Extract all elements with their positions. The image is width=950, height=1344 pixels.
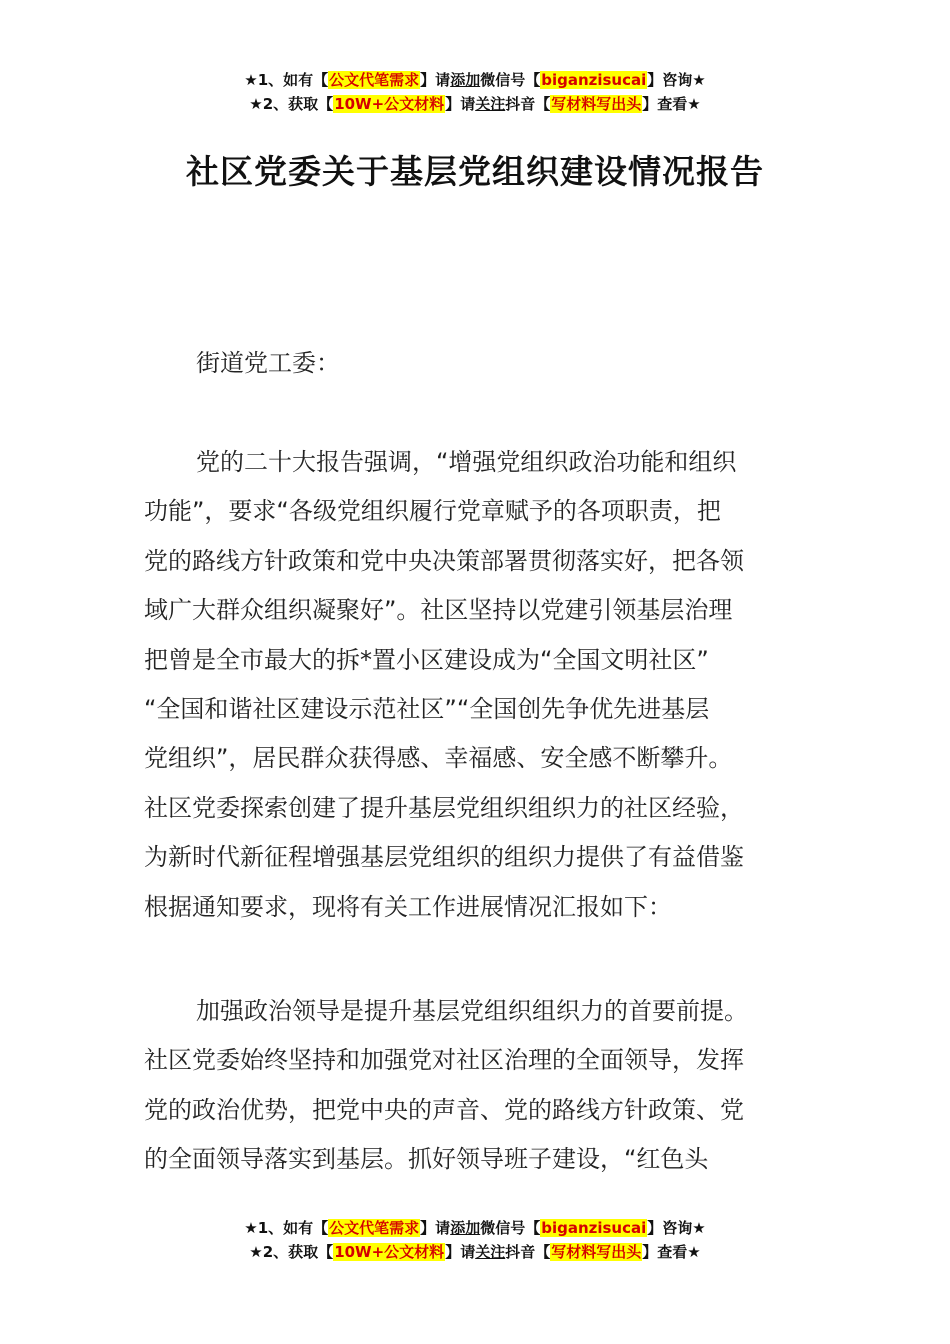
banner-line-1-prefix: ★1、如有【	[244, 71, 329, 89]
paragraph-line: 党的路线方针政策和党中央决策部署贯彻落实好，把各领	[144, 546, 744, 575]
banner-line-2-middle-a: 】请	[445, 1243, 476, 1261]
banner-line-1-middle-a: 】请	[420, 1219, 451, 1237]
banner-line-1-suffix: 】咨询★	[647, 1219, 706, 1237]
banner-line-2-highlight-materials: 10W+公文材料	[334, 1243, 445, 1261]
banner-line-2-underlined: 关注	[475, 95, 506, 113]
banner-line-1-highlight-wechat: biganzisucai	[541, 71, 647, 89]
paragraph-line: 加强政治领导是提升基层党组织组织力的首要前提。	[196, 997, 748, 1025]
paragraph-line: 党的政治优势，把党中央的声音、党的路线方针政策、党	[144, 1095, 744, 1124]
banner-line-1-prefix: ★1、如有【	[244, 1219, 329, 1237]
banner-line-2	[0, 92, 950, 116]
banner-line-1	[0, 68, 950, 92]
paragraph-line: 党组织”，居民群众获得感、幸福感、安全感不断攀升。	[144, 744, 733, 773]
banner-line-2-prefix: ★2、获取【	[249, 95, 334, 113]
banner-line-2-highlight-douyin: 写材料写出头	[551, 95, 642, 113]
banner-line-1-highlight-service: 公文代笔需求	[329, 1219, 420, 1237]
banner-line-1-middle-a: 】请	[420, 71, 451, 89]
top-banner	[0, 68, 950, 116]
paragraph-line: 为新时代新征程增强基层党组织的组织力提供了有益借鉴	[144, 843, 744, 872]
paragraph-1	[144, 438, 808, 932]
paragraph-line: “全国和谐社区建设示范社区”“全国创先争优先进基层	[144, 694, 710, 723]
banner-line-1-middle-b: 微信号【	[480, 1219, 541, 1237]
banner-line-2-middle-b: 抖音【	[505, 95, 551, 113]
banner-line-1-underlined: 添加	[450, 71, 481, 89]
paragraph-2	[144, 987, 808, 1185]
banner-line-1-highlight-wechat: biganzisucai	[541, 1219, 647, 1237]
paragraph-line: 功能”，要求“各级党组织履行党章赋予的各项职责，把	[144, 497, 721, 526]
banner-line-2-underlined: 关注	[475, 1243, 506, 1261]
banner-line-2-prefix: ★2、获取【	[249, 1243, 334, 1261]
banner-line-1-suffix: 】咨询★	[647, 71, 706, 89]
paragraph-line: 的全面领导落实到基层。抓好领导班子建设，“红色头	[144, 1145, 709, 1174]
banner-line-2-highlight-douyin: 写材料写出头	[551, 1243, 642, 1261]
paragraph-line: 社区党委探索创建了提升基层党组织组织力的社区经验，	[144, 793, 744, 822]
document-title: 社区党委关于基层党组织建设情况报告	[186, 152, 764, 191]
banner-line-1-middle-b: 微信号【	[480, 71, 541, 89]
paragraph-line: 党的二十大报告强调，“增强党组织政治功能和组织	[196, 448, 737, 476]
banner-line-1-underlined: 添加	[450, 1219, 481, 1237]
paragraph-line: 域广大群众组织凝聚好”。社区坚持以党建引领基层治理	[144, 596, 733, 625]
salutation: 街道党工委：	[196, 349, 340, 377]
banner-line-2	[0, 1240, 950, 1264]
paragraph-line: 根据通知要求，现将有关工作进展情况汇报如下：	[144, 892, 672, 921]
paragraph-line: 把曾是全市最大的拆*置小区建设成为“全国文明社区”	[144, 645, 709, 674]
bottom-banner	[0, 1216, 950, 1264]
banner-line-2-highlight-materials: 10W+公文材料	[334, 95, 445, 113]
paragraph-line: 社区党委始终坚持和加强党对社区治理的全面领导，发挥	[144, 1046, 744, 1075]
banner-line-2-middle-a: 】请	[445, 95, 476, 113]
banner-line-1-highlight-service: 公文代笔需求	[329, 71, 420, 89]
banner-line-2-suffix: 】查看★	[642, 95, 701, 113]
banner-line-1	[0, 1216, 950, 1240]
banner-line-2-middle-b: 抖音【	[505, 1243, 551, 1261]
banner-line-2-suffix: 】查看★	[642, 1243, 701, 1261]
